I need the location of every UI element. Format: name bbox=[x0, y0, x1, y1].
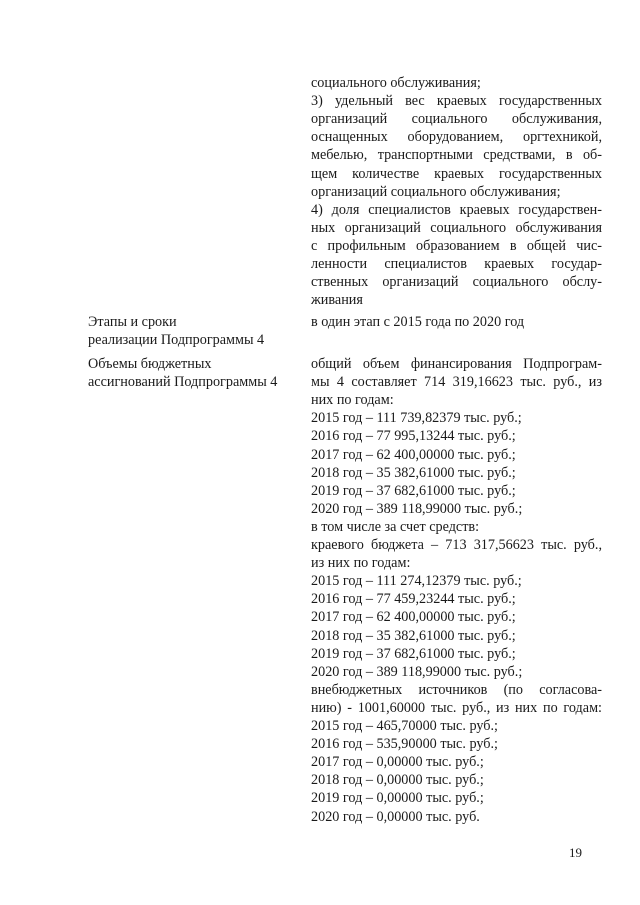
row-label-line: ассигнований Подпрограммы 4 bbox=[88, 374, 278, 391]
row-value-line: 2015 год – 111 739,82379 тыс. руб.; bbox=[311, 410, 522, 427]
text-line: мебелью, транспортными средствами, в об- bbox=[311, 147, 602, 164]
text-line: социального обслуживания; bbox=[311, 75, 481, 91]
text-line: ленности специалистов краевых государ- bbox=[311, 256, 602, 272]
text-line: 4) доля специалистов краевых государствен- bbox=[311, 201, 602, 218]
row-label-line: Этапы и сроки bbox=[88, 314, 177, 330]
row-value-line: 2016 год – 535,90000 тыс. руб.; bbox=[311, 736, 498, 753]
text-line: организаций социального обслуживания; bbox=[311, 183, 561, 200]
text-line: оснащенных оборудованием, оргтехникой, bbox=[311, 129, 602, 146]
row-value-line: 2017 год – 0,00000 тыс. руб.; bbox=[311, 754, 484, 771]
row-value-line: краевого бюджета – 713 317,56623 тыс. руб., bbox=[311, 537, 602, 553]
text-line: с профильным образованием в общей чис- bbox=[311, 237, 602, 254]
row-value-line: них по годам: bbox=[311, 392, 394, 409]
row-value-line: 2017 год – 62 400,00000 тыс. руб.; bbox=[311, 446, 516, 463]
row-value-line: 2019 год – 37 682,61000 тыс. руб.; bbox=[311, 645, 516, 662]
row-value-line: 2015 год – 465,70000 тыс. руб.; bbox=[311, 718, 498, 734]
row-value-line: нию) - 1001,60000 тыс. руб., из них по годам: bbox=[311, 699, 602, 716]
text-line: щем количестве краевых государственных bbox=[311, 165, 602, 182]
row-value-line: мы 4 составляет 714 319,16623 тыс. руб., из bbox=[311, 374, 602, 391]
text-line: ственных организаций социального обслу- bbox=[311, 274, 602, 291]
text-line: живания bbox=[311, 292, 363, 309]
text-line: ных организаций социального обслуживания bbox=[311, 219, 602, 236]
row-value-line: в один этап с 2015 года по 2020 год bbox=[311, 314, 525, 330]
row-value-line: 2017 год – 62 400,00000 тыс. руб.; bbox=[311, 609, 516, 626]
row-value-line: 2018 год – 35 382,61000 тыс. руб.; bbox=[311, 464, 516, 481]
row-value-line: 2020 год – 0,00000 тыс. руб. bbox=[311, 808, 480, 825]
row-value-line: 2020 год – 389 118,99000 тыс. руб.; bbox=[311, 500, 523, 517]
row-value-line: 2020 год – 389 118,99000 тыс. руб.; bbox=[311, 663, 523, 680]
row-value-line: 2019 год – 37 682,61000 тыс. руб.; bbox=[311, 482, 516, 499]
row-label-line: Объемы бюджетных bbox=[88, 356, 212, 372]
row-value-line: из них по годам: bbox=[311, 555, 411, 572]
page-number: 19 bbox=[569, 845, 582, 860]
row-label-line: реализации Подпрограммы 4 bbox=[88, 332, 265, 349]
row-value-line: в том числе за счет средств: bbox=[311, 518, 480, 535]
row-value-line: 2018 год – 35 382,61000 тыс. руб.; bbox=[311, 627, 516, 644]
text-line: 3) удельный вес краевых государственных bbox=[311, 93, 602, 110]
row-value-line: 2016 год – 77 459,23244 тыс. руб.; bbox=[311, 591, 516, 608]
row-value-line: внебюджетных источников (по согласова- bbox=[311, 681, 602, 698]
row-value-line: 2015 год – 111 274,12379 тыс. руб.; bbox=[311, 573, 522, 590]
row-value-line: 2016 год – 77 995,13244 тыс. руб.; bbox=[311, 428, 516, 445]
row-value-line: 2018 год – 0,00000 тыс. руб.; bbox=[311, 772, 484, 789]
row-value-line: 2019 год – 0,00000 тыс. руб.; bbox=[311, 790, 484, 807]
row-value-line: общий объем финансирования Подпрограм- bbox=[311, 356, 602, 372]
text-line: организаций социального обслуживания, bbox=[311, 111, 602, 128]
